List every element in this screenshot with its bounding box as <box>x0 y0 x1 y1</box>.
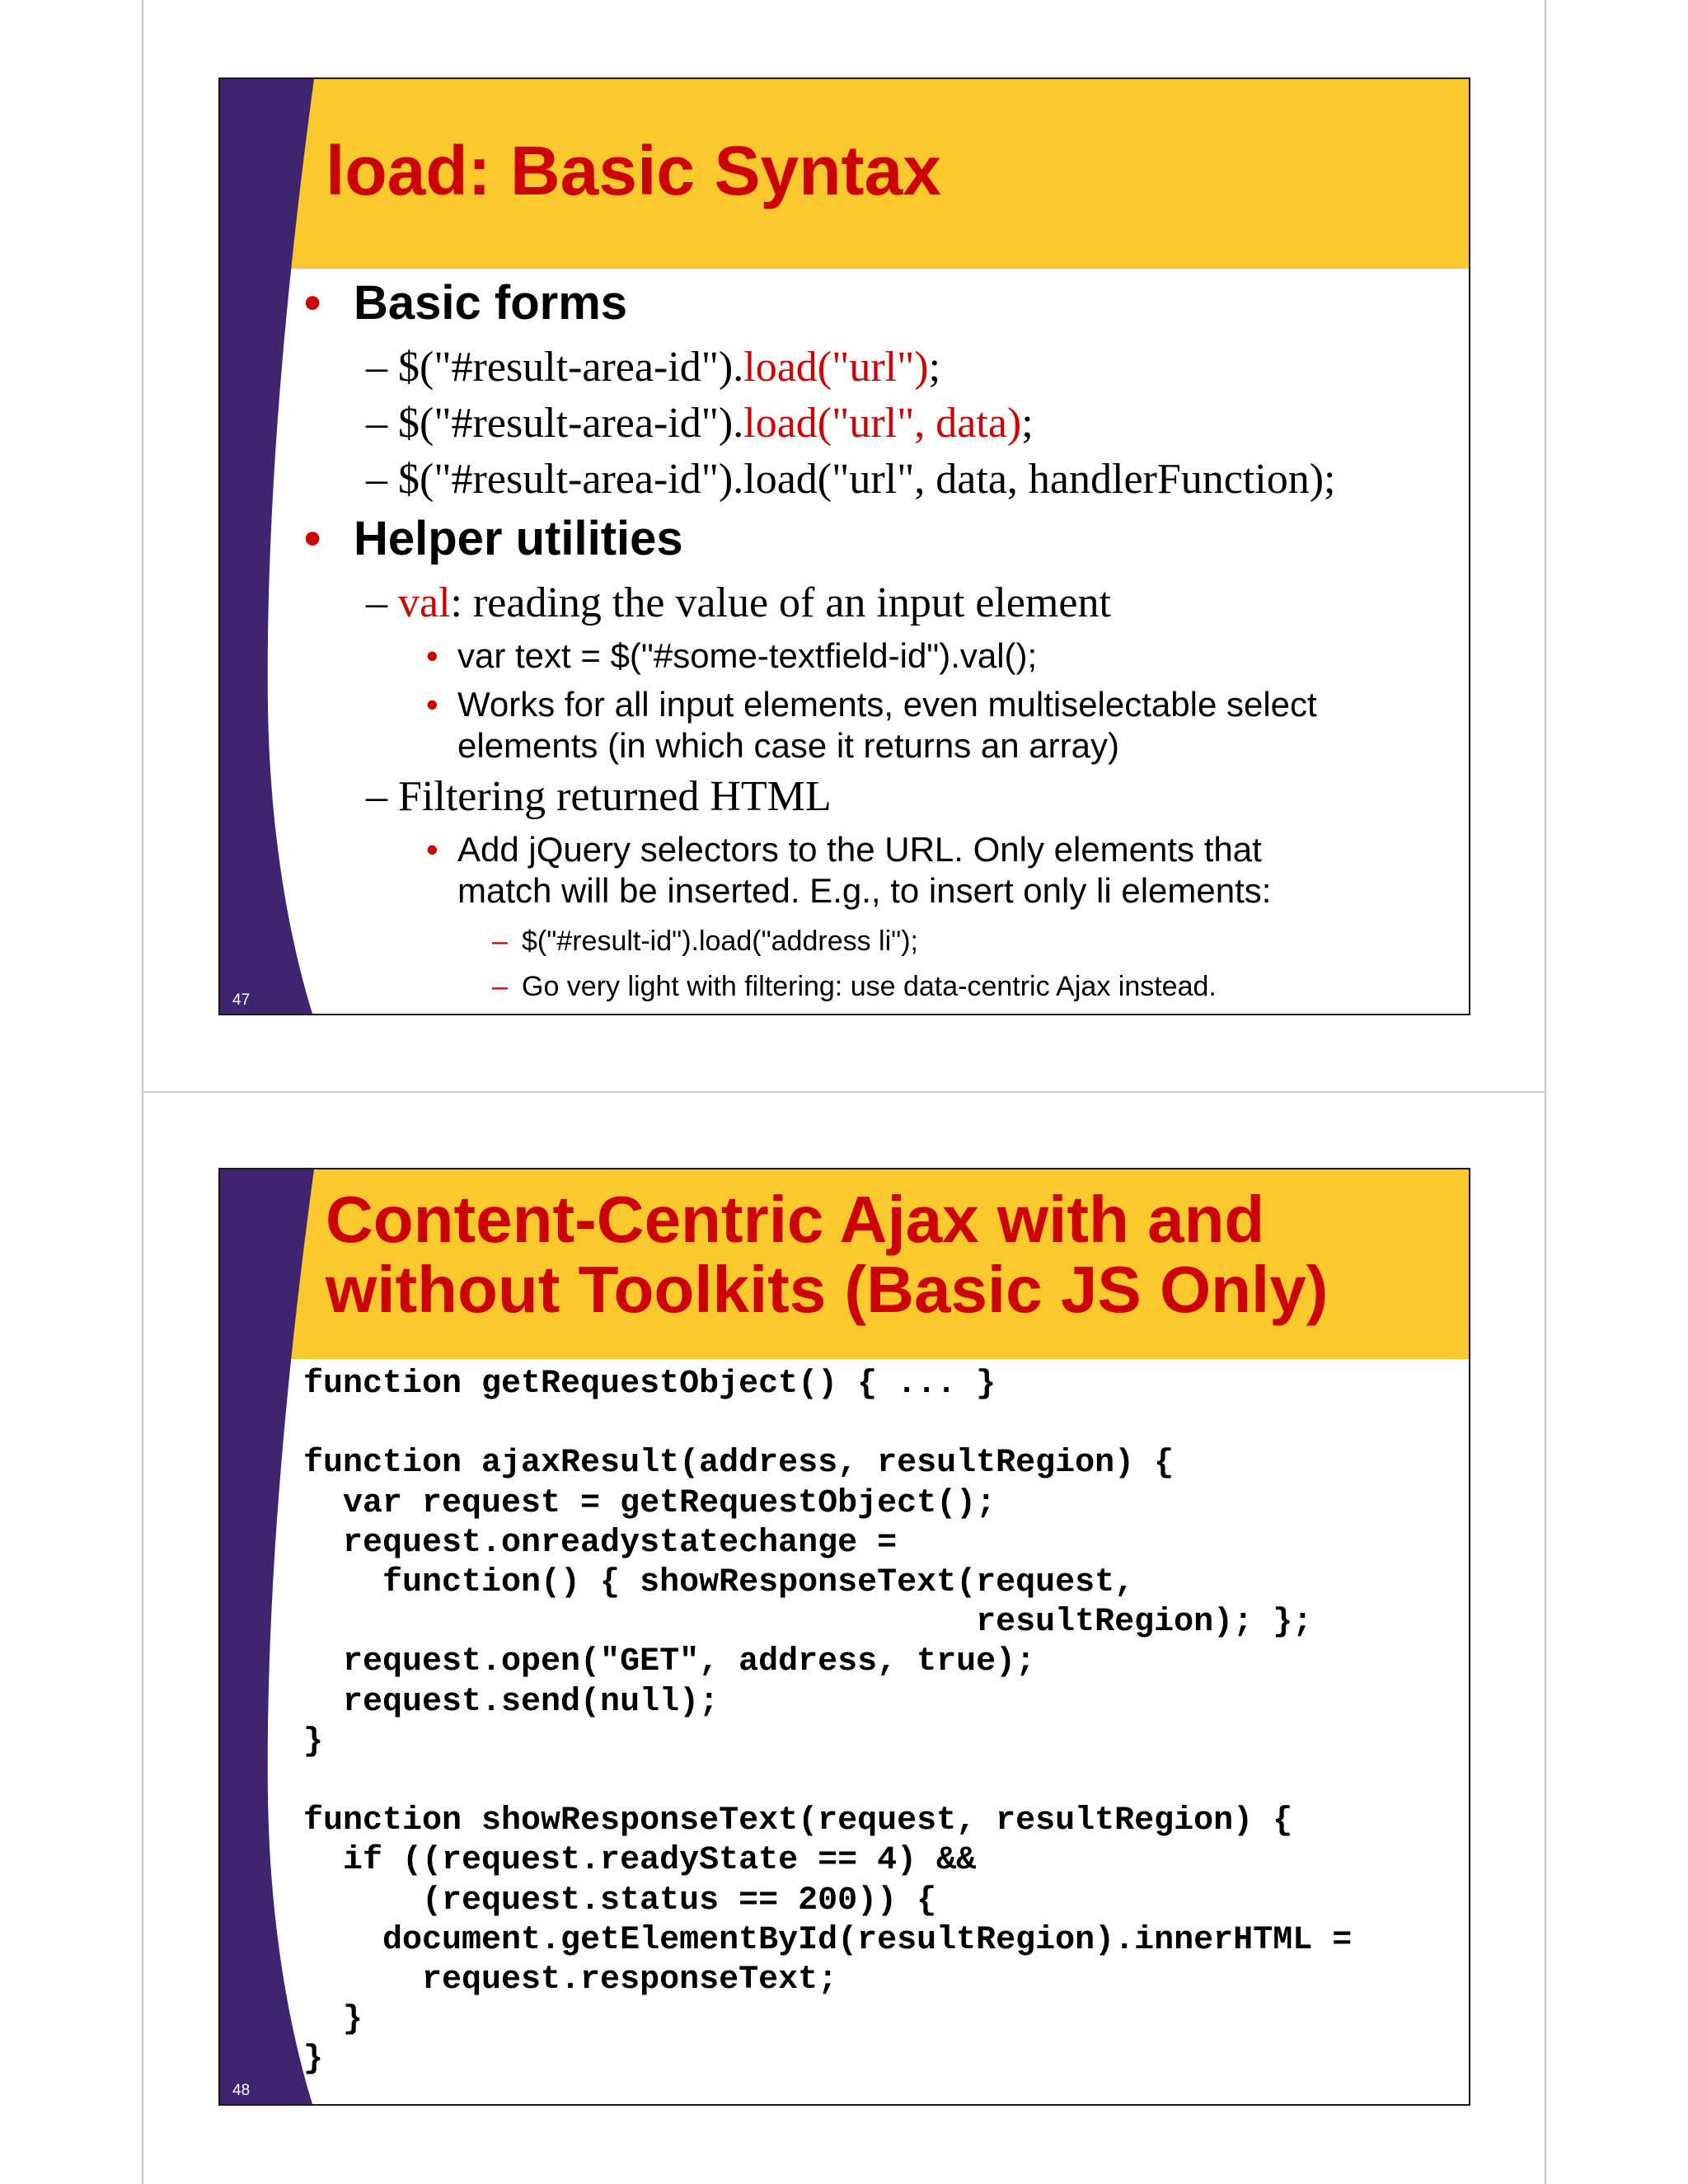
slide-47: load: Basic Syntax • Basic forms – $("#result-area-id").load("url"); – $("#result-area-id").load("url", data); – $("#result-area-id").load("url", data, handlerFunction); • Helper utilities – val: reading the value of an input element • var text = $("#some-textfield-id").val(); • Works for all input elements, even multiselectable select elements (in which case it returns an array) – Filtering returned HTML • Add jQuery selectors to the URL. Only elements that match will be inserted. E.g., to insert only li elements: – $("#result-id").load("address li"); – Go very light with filtering: use data-centric Ajax instead. 47 <box>218 77 1470 1015</box>
val-heading: – val: reading the value of an input element <box>366 579 1111 626</box>
slide-title: load: Basic Syntax <box>326 132 941 209</box>
slide-number: 47 <box>232 991 251 1009</box>
form-item-1: – $("#result-area-id").load("url"); <box>366 344 941 391</box>
form-item-3: – $("#result-area-id").load("url", data, handlerFunction); <box>366 456 1336 503</box>
slide-number: 48 <box>232 2082 251 2099</box>
filter-item-cont: match will be inserted. E.g., to insert only li elements: <box>457 871 1272 910</box>
page-divider <box>142 1091 1546 1093</box>
slide-title-line-1: Content-Centric Ajax with and <box>326 1183 1265 1256</box>
code-block: function getRequestObject() { ... } function ajaxResult(address, resultRegion) { var request = getRequestObject(); request.onreadystatechange = function() { showResponseText(request, resultRegion); }; request.open("GET", address, true); request.send(null); } function showResponseText(request, resultRegion) { if ((request.readyState == 4) && (request.status == 200)) { document.getElementById(resultRegion).innerHTML = request.responseText; } } <box>303 1366 1353 2079</box>
slide-title-line-2: without Toolkits (Basic JS Only) <box>326 1253 1329 1326</box>
val-item-2-cont: elements (in which case it returns an array) <box>457 726 1119 765</box>
form-item-2: – $("#result-area-id").load("url", data); <box>366 400 1034 447</box>
filter-heading: – Filtering returned HTML <box>366 773 832 820</box>
